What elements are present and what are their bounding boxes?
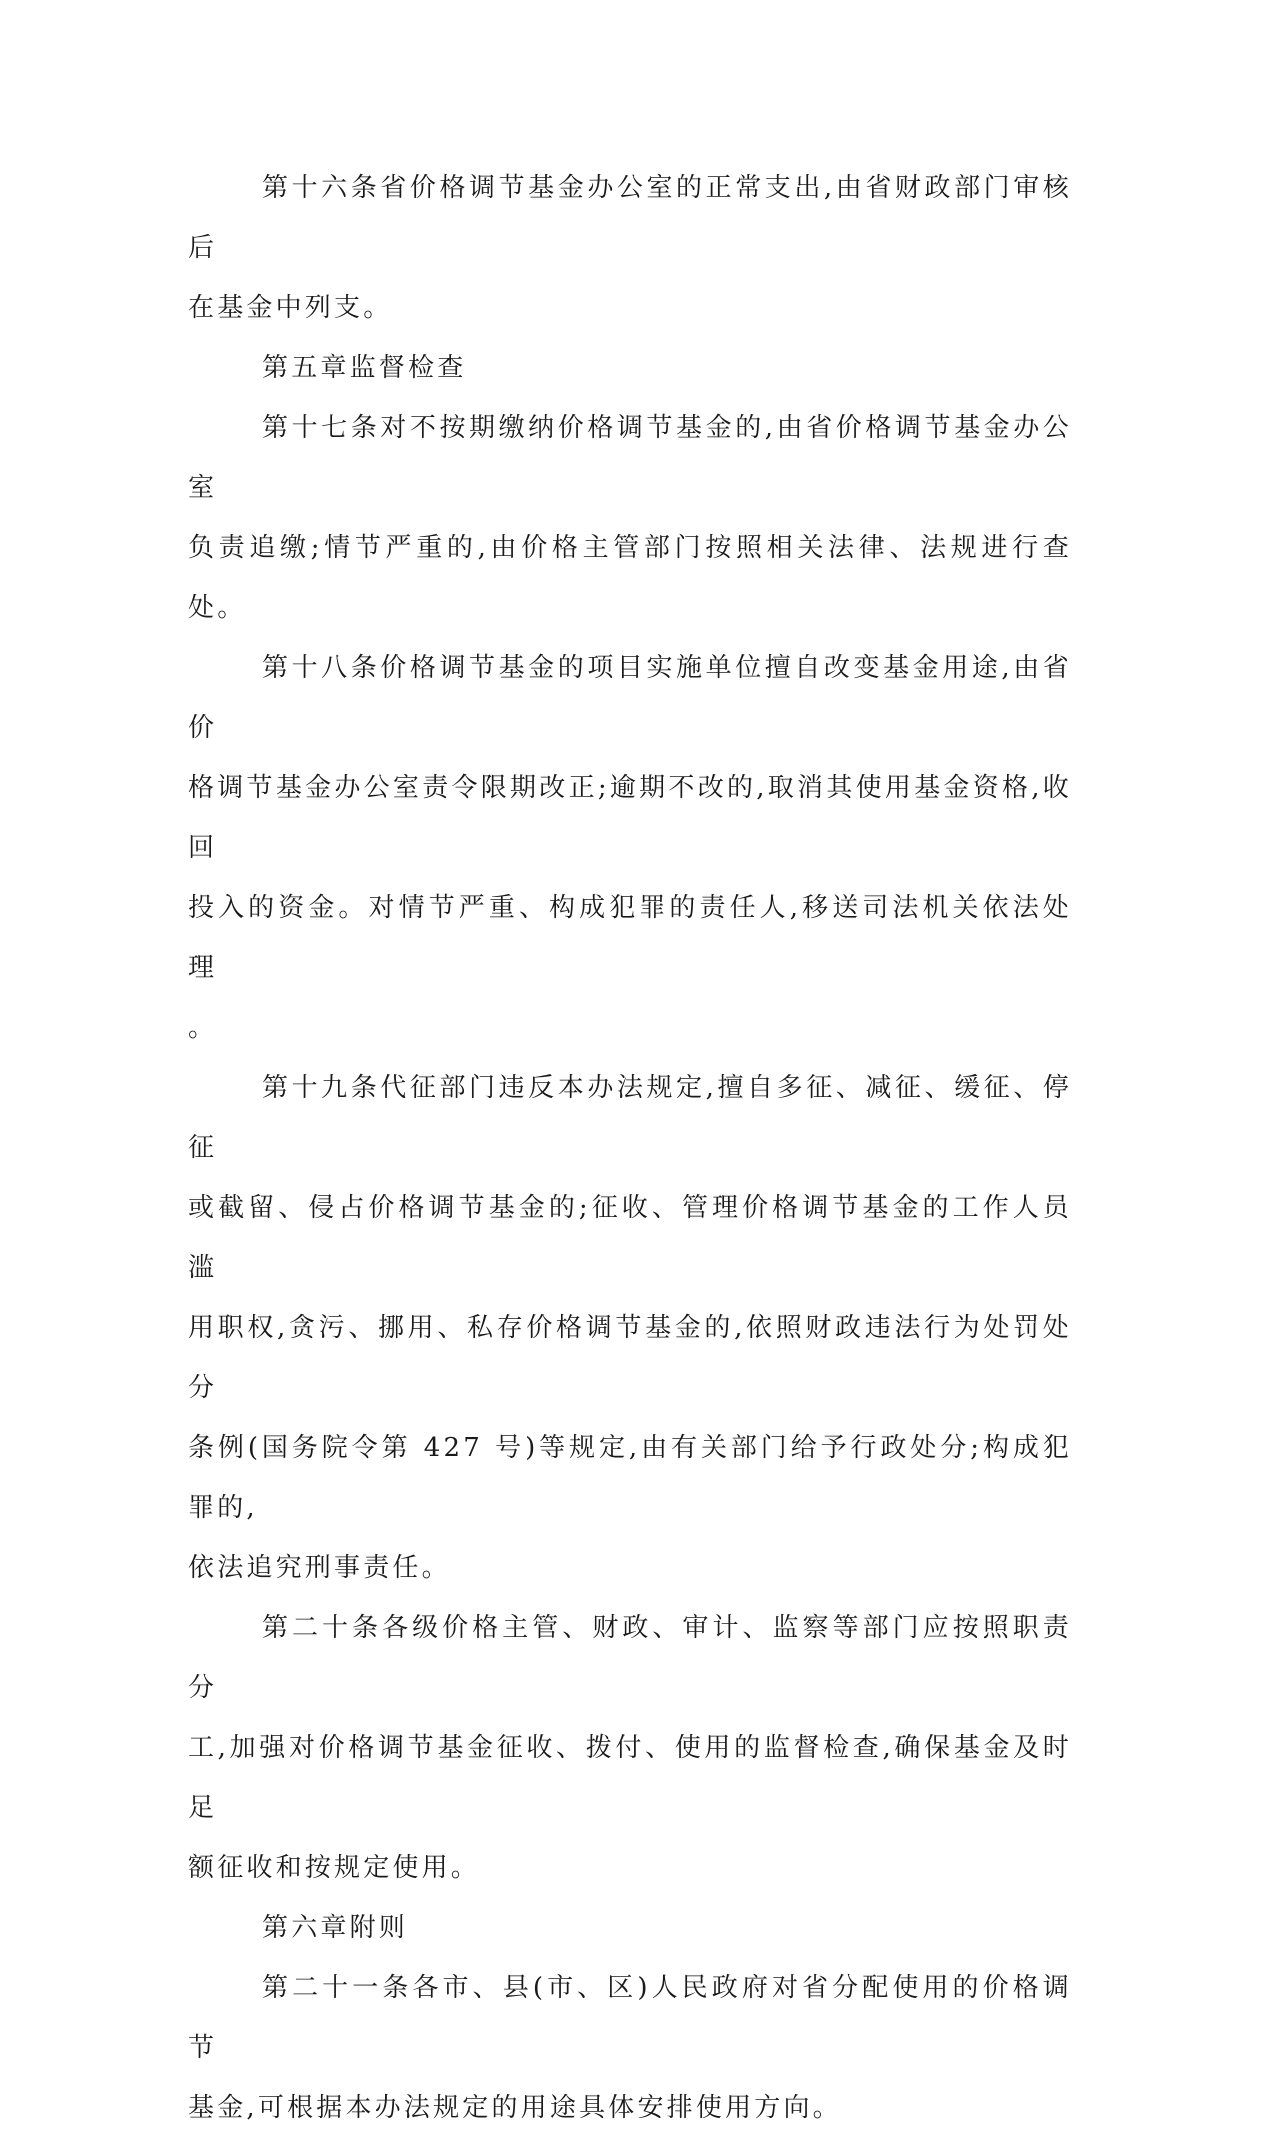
text-line: 。 — [188, 1013, 218, 1043]
text-line: 工,加强对价格调节基金征收、拨付、使用的监督检查,确保基金及时足 — [188, 1733, 1072, 1823]
text-line: 投入的资金。对情节严重、构成犯罪的责任人,移送司法机关依法处理 — [188, 893, 1072, 983]
text-line: 第二十一条各市、县(市、区)人民政府对省分配使用的价格调节 — [188, 1973, 1072, 2063]
text-line: 依法追究刑事责任。 — [188, 1553, 451, 1583]
text-line: 或截留、侵占价格调节基金的;征收、管理价格调节基金的工作人员滥 — [188, 1193, 1072, 1283]
text-line: 第五章监督检查 — [262, 353, 467, 383]
paragraph-article-18 — [188, 638, 1072, 1058]
text-line: 在基金中列支。 — [188, 293, 393, 323]
text-line: 第六章附则 — [262, 1913, 409, 1943]
text-line: 额征收和按规定使用。 — [188, 1853, 481, 1883]
text-line: 第十六条省价格调节基金办公室的正常支出,由省财政部门审核后 — [188, 173, 1072, 263]
text-line: 第十九条代征部门违反本办法规定,擅自多征、减征、缓征、停征 — [188, 1073, 1072, 1163]
text-line: 格调节基金办公室责令限期改正;逾期不改的,取消其使用基金资格,收回 — [188, 773, 1072, 863]
text-line: 用职权,贪污、挪用、私存价格调节基金的,依照财政违法行为处罚处分 — [188, 1313, 1072, 1403]
paragraph-article-16 — [188, 158, 1072, 338]
text-line: 基金,可根据本办法规定的用途具体安排使用方向。 — [188, 2093, 842, 2123]
text-line: 条例(国务院令第 427 号)等规定,由有关部门给予行政处分;构成犯罪的, — [188, 1433, 1072, 1523]
paragraph-article-19 — [188, 1058, 1072, 1598]
chapter-heading-6 — [188, 1898, 1072, 1958]
paragraph-article-20 — [188, 1598, 1072, 1898]
text-line: 第二十条各级价格主管、财政、审计、监察等部门应按照职责分 — [188, 1613, 1072, 1703]
paragraph-article-17 — [188, 398, 1072, 638]
text-line: 负责追缴;情节严重的,由价格主管部门按照相关法律、法规进行查处。 — [188, 533, 1072, 623]
text-line: 第十七条对不按期缴纳价格调节基金的,由省价格调节基金办公室 — [188, 413, 1072, 503]
chapter-heading-5 — [188, 338, 1072, 398]
document-body — [188, 158, 1072, 2138]
paragraph-article-21 — [188, 1958, 1072, 2138]
text-line: 第十八条价格调节基金的项目实施单位擅自改变基金用途,由省价 — [188, 653, 1072, 743]
